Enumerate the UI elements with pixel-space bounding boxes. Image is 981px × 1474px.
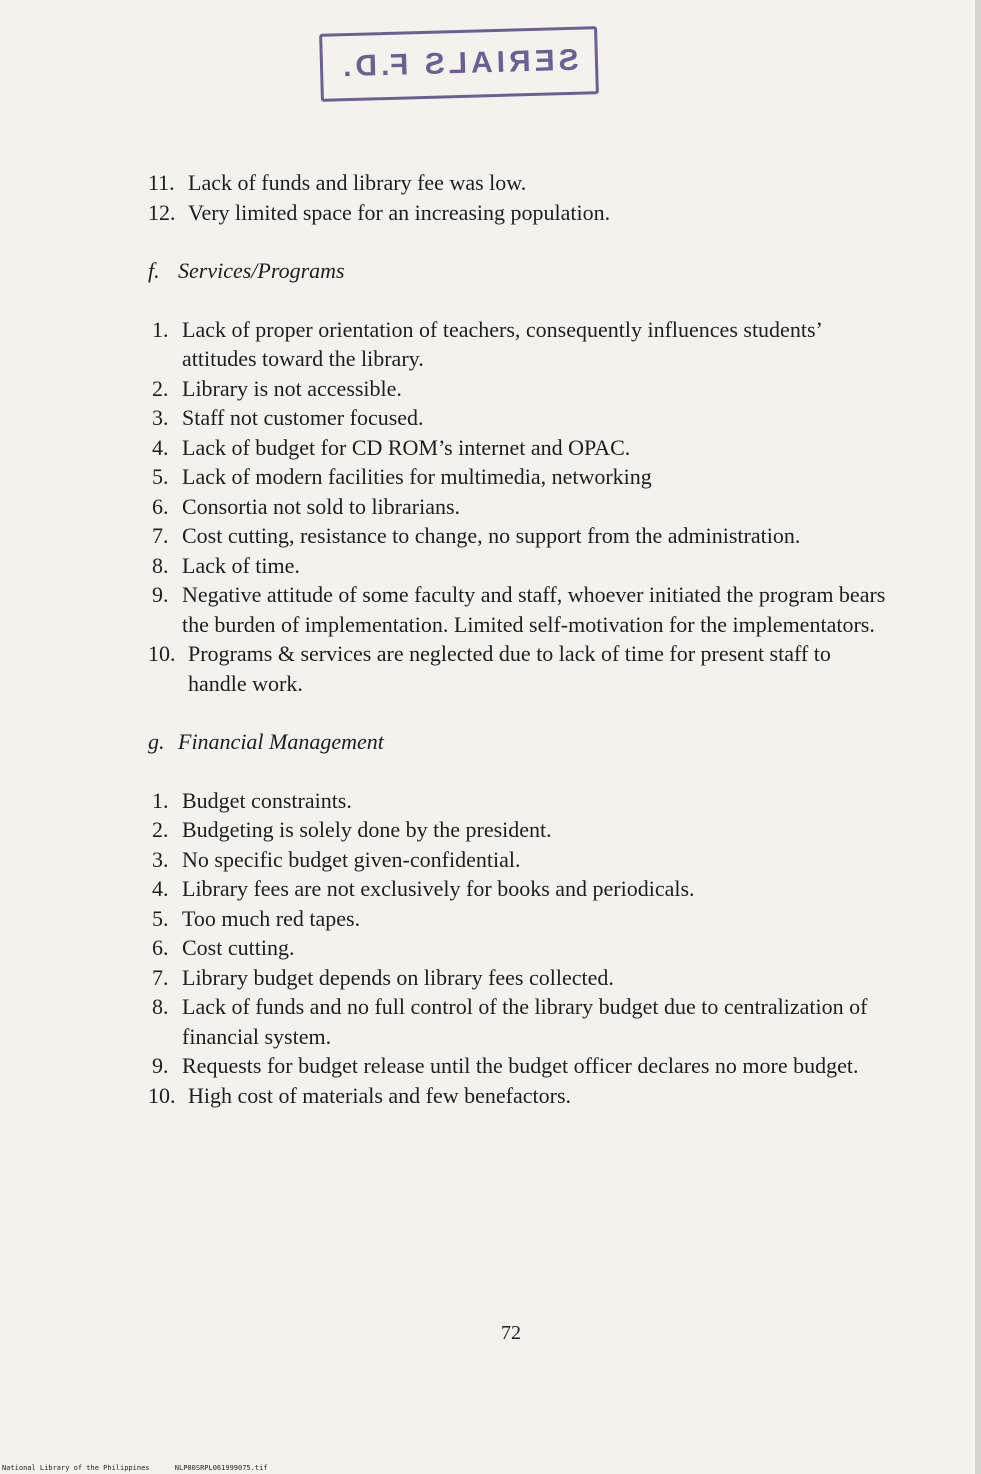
item-text: Consortia not sold to librarians. xyxy=(182,493,461,519)
item-text: Lack of funds and library fee was low. xyxy=(188,170,527,195)
list-item xyxy=(148,1081,888,1111)
list-item xyxy=(148,433,888,463)
item-number: 5. xyxy=(152,464,169,489)
item-text: Library is not accessible. xyxy=(182,375,402,401)
item-text: Lack of funds and no full control of the library budget due to centralization of financial system. xyxy=(182,994,868,1049)
list-item xyxy=(148,933,888,963)
item-number: 4. xyxy=(152,876,169,901)
list-item xyxy=(148,315,888,374)
item-number: 2. xyxy=(152,817,169,842)
item-text: No specific budget given-confidential. xyxy=(182,846,521,872)
item-text: Lack of proper orientation of teachers, consequently influences students’ attitudes toward the library. xyxy=(182,316,822,371)
item-number: 1. xyxy=(152,316,169,342)
page-number: 72 xyxy=(501,1322,521,1344)
item-text: Lack of time. xyxy=(182,552,300,578)
scan-footer: National Library of the Philippines NLP00SRPL061999075.tif xyxy=(2,1464,268,1472)
item-number: 9. xyxy=(152,582,169,607)
list-item xyxy=(148,786,888,816)
item-text: Lack of modern facilities for multimedia, networking xyxy=(182,464,652,489)
list-item xyxy=(148,874,888,904)
list-item xyxy=(148,815,888,845)
item-number: 3. xyxy=(152,405,169,430)
list-item xyxy=(148,963,888,993)
item-number: 1. xyxy=(152,787,169,813)
item-text: Cost cutting, resistance to change, no support from the administration. xyxy=(182,523,801,548)
item-text: Library budget depends on library fees collected. xyxy=(182,964,614,990)
item-number: 11. xyxy=(148,170,175,195)
list-item xyxy=(148,168,888,198)
item-number: 9. xyxy=(152,1053,169,1078)
list-item xyxy=(148,198,888,228)
item-number: 4. xyxy=(152,434,169,460)
item-text: Very limited space for an increasing population. xyxy=(188,199,611,225)
list-item xyxy=(148,1051,888,1081)
list-item xyxy=(148,403,888,433)
item-number: 10. xyxy=(148,1082,176,1108)
item-text: Cost cutting. xyxy=(182,935,295,960)
item-text: Lack of budget for CD ROM’s internet and OPAC. xyxy=(182,434,631,460)
item-number: 5. xyxy=(152,905,169,931)
list-item xyxy=(148,904,888,934)
item-number: 10. xyxy=(148,641,176,666)
item-number: 6. xyxy=(152,935,169,960)
item-number: 3. xyxy=(152,846,169,872)
list-item xyxy=(148,639,888,698)
item-text: Budget constraints. xyxy=(182,787,352,813)
serials-stamp xyxy=(319,26,599,102)
item-number: 8. xyxy=(152,552,169,578)
item-text: Negative attitude of some faculty and staff, whoever initiated the program bears the burden of implementation. Limited self-motivation for the implementators. xyxy=(182,582,886,637)
item-text: Library fees are not exclusively for books and periodicals. xyxy=(182,876,695,901)
list-item xyxy=(148,521,888,551)
section-letter: f. xyxy=(148,258,160,283)
item-text: Budgeting is solely done by the president. xyxy=(182,817,552,842)
services-list xyxy=(148,315,888,699)
section-title: Services/Programs xyxy=(178,258,345,283)
section-title: Financial Management xyxy=(178,729,384,754)
stamp-text: SERIALS F.D. xyxy=(338,43,580,84)
list-item xyxy=(148,845,888,875)
continued-list xyxy=(148,168,888,227)
page-edge-shadow xyxy=(975,0,981,1474)
item-number: 6. xyxy=(152,493,169,519)
list-item xyxy=(148,580,888,639)
section-letter: g. xyxy=(148,729,165,754)
item-number: 8. xyxy=(152,994,169,1019)
item-text: Too much red tapes. xyxy=(182,905,361,931)
item-number: 12. xyxy=(148,199,176,225)
item-text: High cost of materials and few benefactors. xyxy=(188,1082,572,1108)
item-number: 7. xyxy=(152,964,169,990)
body-text xyxy=(148,168,888,1110)
item-number: 2. xyxy=(152,375,169,401)
list-item xyxy=(148,492,888,522)
item-text: Programs & services are neglected due to lack of time for present staff to handle work. xyxy=(188,641,831,696)
item-text: Requests for budget release until the budget officer declares no more budget. xyxy=(182,1053,859,1078)
section-heading-services xyxy=(148,256,888,286)
list-item xyxy=(148,462,888,492)
list-item xyxy=(148,551,888,581)
list-item xyxy=(148,374,888,404)
item-text: Staff not customer focused. xyxy=(182,405,424,430)
financial-list xyxy=(148,786,888,1111)
item-number: 7. xyxy=(152,523,169,548)
list-item xyxy=(148,992,888,1051)
section-heading-financial xyxy=(148,727,888,757)
